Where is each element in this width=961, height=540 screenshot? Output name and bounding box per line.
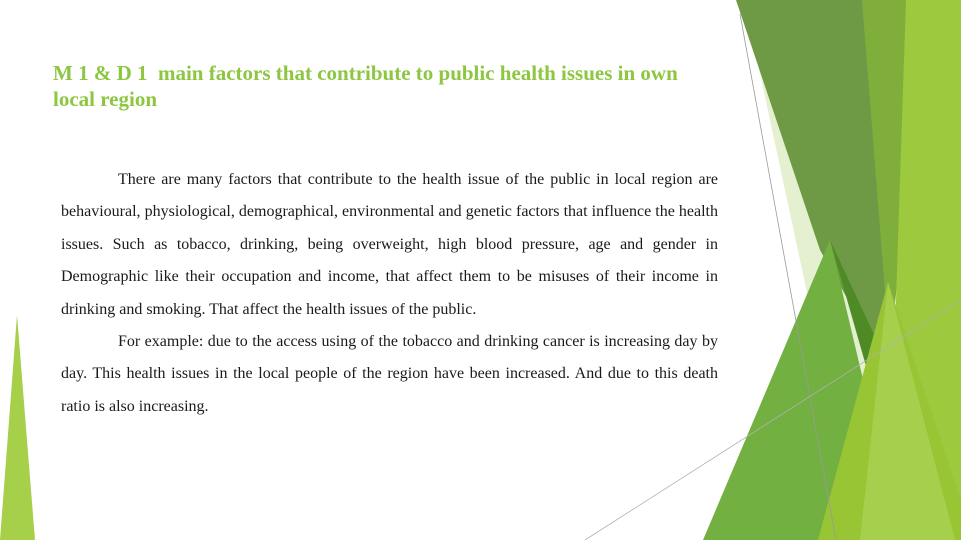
left-green-triangle [0,315,35,540]
paragraph-1: There are many factors that contribute to the health issue of the public in local region are behavioural, physiological, demographical, environmental and genetic factors that influence the health issues. Such as tobacco, drinking, being overweight, high blood pressure, age and gender in Demographic like their occupation and income, that affect them to be misuses of their income in drinking and smoking. That affect the health issues of the public. [61,171,718,318]
slide-title: M 1 & D 1 main factors that contribute to public health issues in own local region [53,61,684,111]
paragraph-2: For example: due to the access using of the tobacco and drinking cancer is increasing day by day. This health issues in the local people of the region have been increased. And due to this death ratio is also increasing. [61,333,718,415]
body-text [61,164,718,423]
